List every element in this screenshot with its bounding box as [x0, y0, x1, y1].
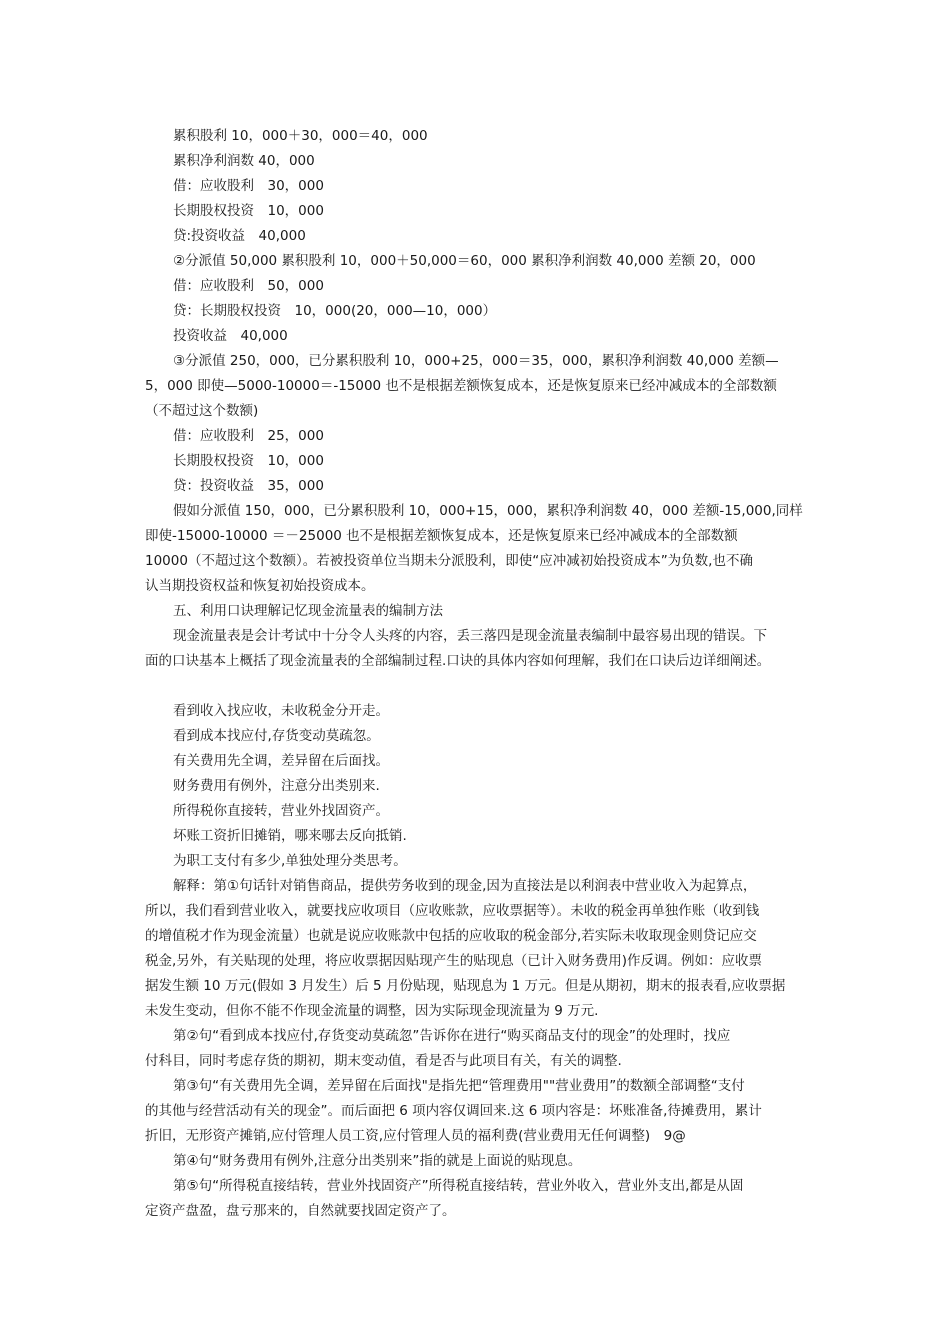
- blank-line: [145, 674, 813, 699]
- text-line: 贷：投资收益 35，000: [173, 478, 324, 494]
- text-line: 累积净利润数 40，000: [173, 153, 315, 169]
- text-line: 10000（不超过这个数额）。若被投资单位当期未分派股利，即使“应冲减初始投资成本”为负数,也不确: [145, 553, 753, 569]
- mnemonic-line: 看到收入找应收，未收税金分开走。: [173, 703, 389, 719]
- text-line: 长期股权投资 10，000: [173, 203, 324, 219]
- text-line: 贷：长期股权投资 10，000(20，000—10，000）: [173, 303, 497, 319]
- text-line: 假如分派值 150，000，已分累积股利 10，000+15，000，累积净利润数 40，000 差额-15,000,同样: [173, 503, 803, 519]
- text-line: 未发生变动，但你不能不作现金流量的调整，因为实际现金现流量为 9 万元.: [145, 1003, 599, 1019]
- section-heading: 五、利用口诀理解记忆现金流量表的编制方法: [173, 603, 443, 619]
- text-line: 折旧，无形资产摊销,应付管理人员工资,应付管理人员的福利费(营业费用无任何调整) 9@: [145, 1128, 686, 1144]
- text-line: 现金流量表是会计考试中十分令人头疼的内容，丢三落四是现金流量表编制中最容易出现的错误。下: [173, 628, 767, 644]
- text-line: 借：应收股利 50，000: [173, 278, 324, 294]
- text-line: ②分派值 50,000 累积股利 10，000＋50,000＝60，000 累积净利润数 40,000 差额 20，000: [173, 253, 756, 269]
- text-line: 据发生额 10 万元(假如 3 月发生）后 5 月份贴现，贴现息为 1 万元。但是从期初，期末的报表看,应收票据: [145, 978, 786, 994]
- text-line: 认当期投资权益和恢复初始投资成本。: [145, 578, 375, 594]
- text-line: 的其他与经营活动有关的现金”。而后面把 6 项内容仅调回来.这 6 项内容是：坏账准备,待摊费用，累计: [145, 1103, 762, 1119]
- mnemonic-line: 财务费用有例外，注意分出类别来.: [173, 778, 380, 794]
- mnemonic-line: 看到成本找应付,存货变动莫疏忽。: [173, 728, 380, 744]
- text-line: 面的口诀基本上概括了现金流量表的全部编制过程.口诀的具体内容如何理解，我们在口诀后边详细阐述。: [145, 653, 771, 669]
- text-line: 第⑤句“所得税直接结转，营业外找固资产”所得税直接结转，营业外收入，营业外支出,都是从固: [173, 1178, 744, 1194]
- text-line: 借：应收股利 30，000: [173, 178, 324, 194]
- text-line: 付科目，同时考虑存货的期初，期末变动值，看是否与此项目有关，有关的调整.: [145, 1053, 622, 1069]
- text-line: 第③句“有关费用先全调，差异留在后面找"是指先把“管理费用""营业费用”的数额全部调整“支付: [173, 1078, 745, 1094]
- text-line: （不超过这个数额): [145, 403, 259, 419]
- text-line: 所以，我们看到营业收入，就要找应收项目（应收账款，应收票据等）。未收的税金再单独作账（收到钱: [145, 903, 760, 919]
- text-line: 解释：第①句话针对销售商品，提供劳务收到的现金,因为直接法是以利润表中营业收入为起算点，: [173, 878, 757, 894]
- text-line: 贷:投资收益 40,000: [173, 228, 306, 244]
- mnemonic-line: 所得税你直接转，营业外找固资产。: [173, 803, 389, 819]
- text-line: 即使-15000-10000 ＝－25000 也不是根据差额恢复成本，还是恢复原来已经冲减成本的全部数额: [145, 528, 738, 544]
- mnemonic-line: 有关费用先全调，差异留在后面找。: [173, 753, 389, 769]
- text-line: 第④句“财务费用有例外,注意分出类别来”指的就是上面说的贴现息。: [173, 1153, 582, 1169]
- document-body: [145, 124, 813, 1224]
- text-line: 长期股权投资 10，000: [173, 453, 324, 469]
- mnemonic-line: 坏账工资折旧摊销，哪来哪去反向抵销.: [173, 828, 407, 844]
- text-line: 5，000 即使—5000-10000＝-15000 也不是根据差额恢复成本，还是恢复原来已经冲减成本的全部数额: [145, 378, 777, 394]
- text-line: 税金,另外，有关贴现的处理，将应收票据因贴现产生的贴现息（已计入财务费用)作反调。例如：应收票: [145, 953, 763, 969]
- text-line: 累积股利 10，000＋30，000＝40，000: [173, 128, 428, 144]
- mnemonic-line: 为职工支付有多少,单独处理分类思考。: [173, 853, 407, 869]
- text-line: 第②句“看到成本找应付,存货变动莫疏忽”告诉你在进行“购买商品支付的现金”的处理时，找应: [173, 1028, 731, 1044]
- text-line: 定资产盘盈，盘亏那来的，自然就要找固定资产了。: [145, 1203, 456, 1219]
- text-line: 的增值税才作为现金流量）也就是说应收账款中包括的应收取的税金部分,若实际未收取现金则贷记应交: [145, 928, 757, 944]
- text-line: ③分派值 250，000，已分累积股利 10，000+25，000＝35，000，累积净利润数 40,000 差额—: [173, 353, 779, 369]
- text-line: 借：应收股利 25，000: [173, 428, 324, 444]
- text-line: 投资收益 40,000: [173, 328, 288, 344]
